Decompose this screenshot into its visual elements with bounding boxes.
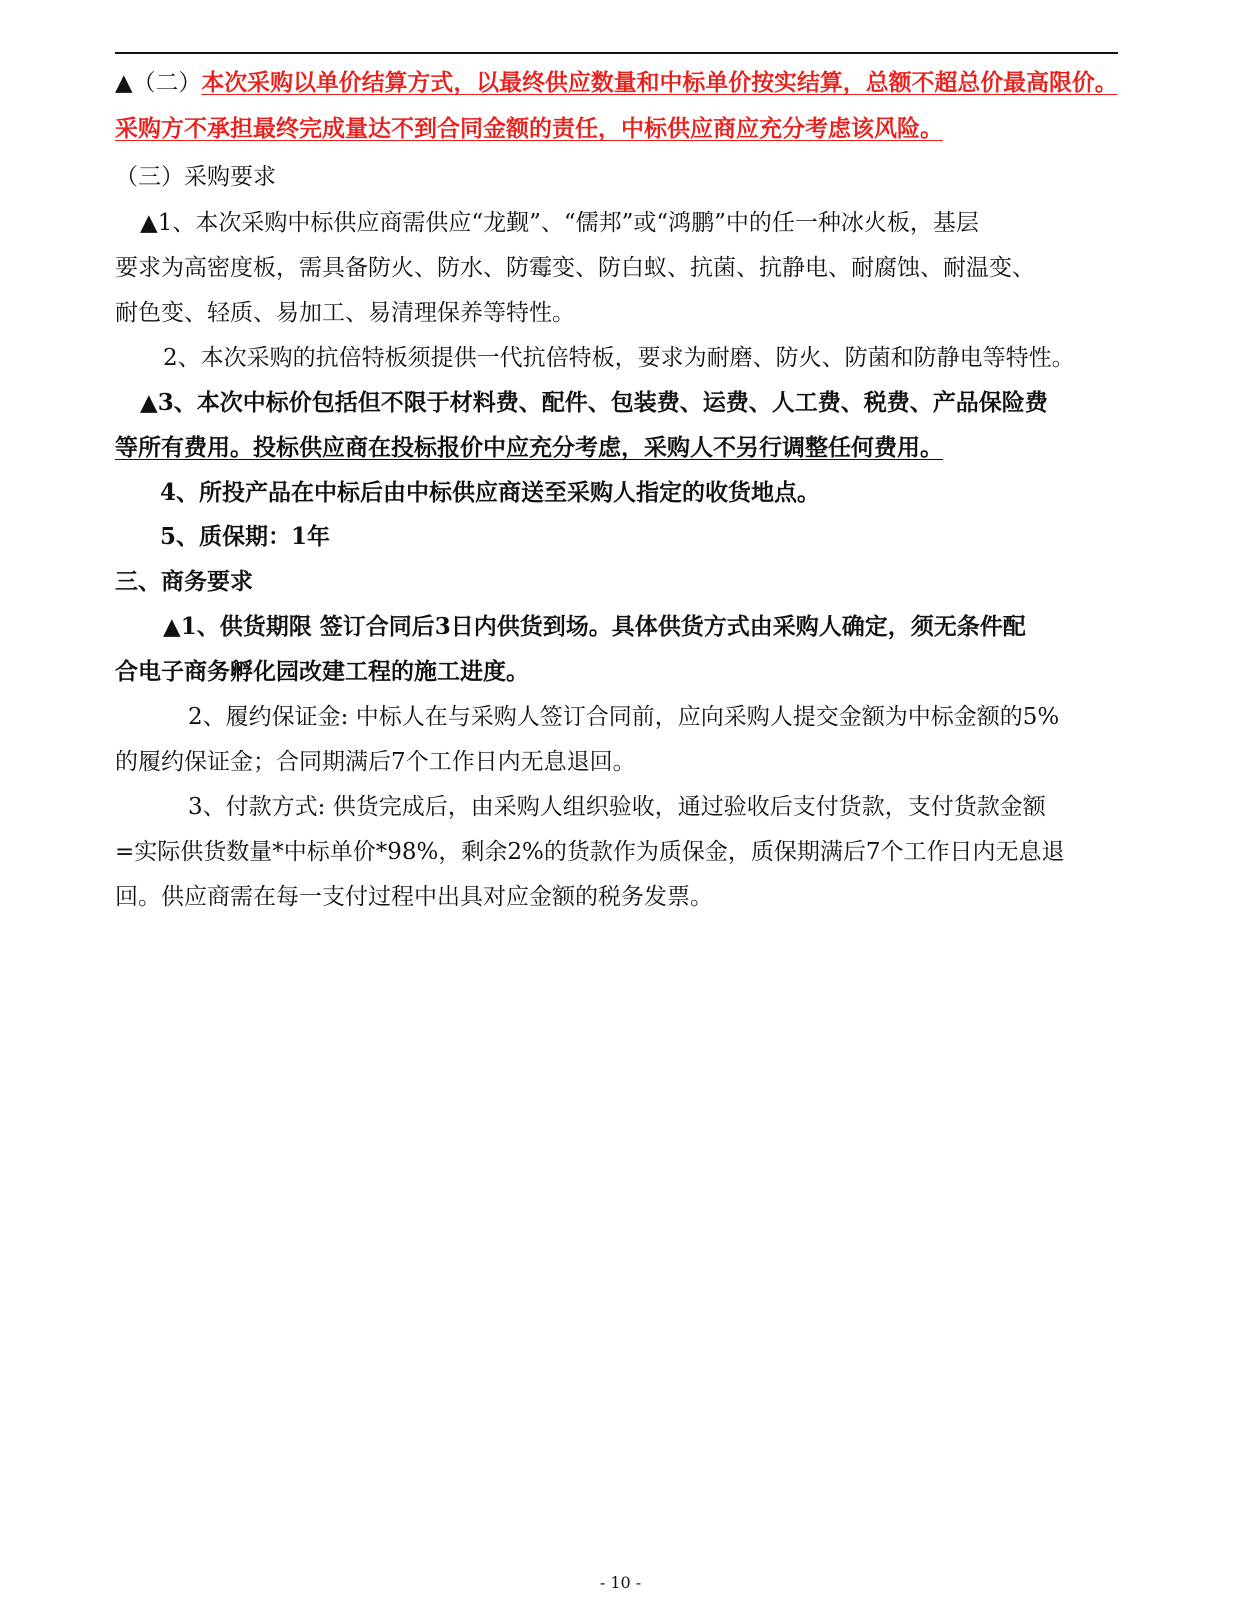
section-heading-business: 三、商务要求: [115, 568, 253, 595]
req-1-line-2: 要求为高密度板，需具备防火、防水、防霉变、防白蚁、抗菌、抗静电、耐腐蚀、耐温变、: [115, 255, 1035, 281]
settlement-red-text-1: 本次采购以单价结算方式，以最终供应数量和中标单价按实结算，总额不超总价最高限价。: [201, 69, 1118, 96]
biz-3-line-2: =实际供货数量*中标单价*98%，剩余2%的货款作为质保金，质保期满后7个工作日内无息退: [115, 839, 1065, 865]
req-5-line: 5、质保期：1年: [160, 523, 331, 550]
biz-3-line-1: 3、付款方式: 供货完成后，由采购人组织验收，通过验收后支付货款，支付货款金额: [188, 794, 1046, 820]
req-2-line: 2、本次采购的抗倍特板须提供一代抗倍特板，要求为耐磨、防火、防菌和防静电等特性。: [163, 345, 1075, 371]
para-settlement-line-2: 采购方不承担最终完成量达不到合同金额的责任，中标供应商应充分考虑该风险。: [115, 115, 943, 142]
req-1-line-1: ▲1、本次采购中标供应商需供应“龙觐”、“儒邦”或“鸿鹏”中的任一种冰火板，基层: [140, 210, 979, 236]
req-1-line-3: 耐色变、轻质、易加工、易清理保养等特性。: [115, 300, 575, 326]
biz-3-line-3: 回。供应商需在每一支付过程中出具对应金额的税务发票。: [115, 884, 713, 910]
req-3-line-1: ▲3、本次中标价包括但不限于材料费、配件、包装费、运费、人工费、税费、产品保险费: [140, 389, 1048, 416]
req-4-line: 4、所投产品在中标后由中标供应商送至采购人指定的收货地点。: [160, 479, 821, 506]
page-number: - 10 -: [599, 1573, 642, 1592]
biz-1-line-2: 合电子商务孵化园改建工程的施工进度。: [115, 658, 529, 685]
header-rule: [115, 52, 1118, 54]
biz-2-line-1: 2、履约保证金: 中标人在与采购人签订合同前，应向采购人提交金额为中标金额的5%: [188, 704, 1060, 730]
req-3-line-2: 等所有费用。投标供应商在投标报价中应充分考虑，采购人不另行调整任何费用。: [115, 434, 943, 461]
biz-2-line-2: 的履约保证金；合同期满后7个工作日内无息退回。: [115, 749, 636, 775]
biz-1-line-1: ▲1、供货期限 签订合同后3日内供货到场。具体供货方式由采购人确定，须无条件配: [163, 613, 1026, 640]
settlement-prefix: ▲（二）: [115, 70, 202, 96]
para-settlement-line-1: [115, 66, 1118, 100]
section-heading-requirements: （三）采购要求: [115, 164, 276, 190]
